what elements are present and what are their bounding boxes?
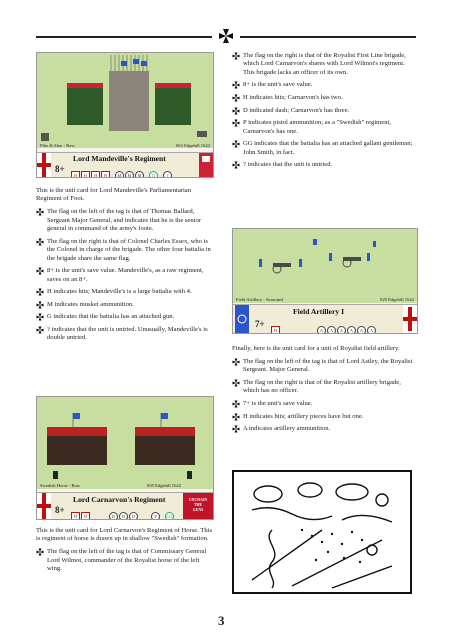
cross-bullet-icon — [36, 301, 44, 309]
card-save-value: 8+ — [55, 505, 65, 515]
cross-bullet-icon — [36, 548, 44, 556]
pistol-token: P — [151, 512, 160, 520]
bullet-item — [232, 379, 416, 396]
header-rule-right — [240, 36, 416, 38]
ammo-token: A — [337, 326, 346, 334]
hit-token: H — [91, 171, 100, 178]
bullet-item — [36, 301, 214, 309]
card-code: 005 Edgehill 1642 — [147, 483, 181, 488]
bullet-text: 7+ is the unit's save value. — [243, 400, 313, 407]
flag-left-icon — [37, 153, 51, 177]
bullet-item — [232, 161, 416, 169]
bullet-item — [36, 313, 214, 321]
dash-token: D — [129, 512, 138, 520]
cross-bullet-icon — [36, 267, 44, 275]
bullet-text: 8+ is the unit's save value. — [243, 81, 313, 89]
cross-bullet-icon — [232, 358, 240, 366]
horse-illustration — [37, 397, 213, 489]
bullet-item — [232, 52, 416, 77]
bullet-text: The flag on the right is that of the Royalist artillery brigade, which has no officer. — [243, 379, 401, 395]
battalia-illustration — [37, 53, 213, 148]
bullet-text: D indicated dash; Carnarvon's has three. — [243, 106, 350, 114]
cross-bullet-icon — [232, 161, 240, 169]
carnarvon-intro: This is the unit card for Lord Carnarvon's Regiment of Horse. This is regiment of horse is drawn up in shallow "Swedish" formation. — [36, 527, 213, 543]
ammo-token: A — [317, 326, 326, 334]
left-column-top — [36, 187, 214, 347]
bullet-item — [232, 413, 416, 421]
ammo-token: A — [367, 326, 376, 334]
card-unit-name: Lord Carnarvon's Regiment — [73, 495, 166, 504]
cross-bullet-icon — [36, 313, 44, 321]
bullet-text: The flag on the right is that of the Royalist First Line brigade, which Lord Carnarvon's shares with Lord Wilmot's regiment. This brigade lacks an officer of its own. — [243, 52, 406, 76]
cross-bullet-icon — [232, 425, 240, 433]
bullet-item — [232, 119, 416, 136]
bullet-text: The flag on the left of the tag is that of Thomas Ballard, Sergeant Major General, and indicates that he is the senior general in command of the army's foote. — [47, 208, 202, 233]
page-number: 3 — [218, 613, 225, 628]
ammo-token: M — [115, 171, 124, 178]
card-tag-bar — [37, 152, 213, 177]
bullet-item — [232, 107, 416, 115]
cross-bullet-icon — [232, 140, 240, 148]
hit-token: H — [81, 512, 90, 520]
card-tokens — [271, 321, 377, 334]
bullet-text: ? indicates that the unit is untried. — [243, 161, 333, 169]
bullet-text: H indicates hits; Carnarvon's has two. — [243, 94, 343, 101]
ammo-token: M — [125, 171, 134, 178]
bullet-text: P indicates pistol ammunition; as a "Swedish" regiment, Carnarvon's has one. — [243, 119, 391, 135]
artillery-illustration — [233, 229, 417, 303]
bullet-text: A indicates artillery ammunition. — [243, 425, 331, 433]
unit-card-mandeville — [36, 52, 214, 178]
card-type-label: Swedish Horse - Raw — [40, 483, 80, 488]
bullet-item — [232, 425, 416, 433]
bullet-item — [36, 267, 214, 284]
flag-right-icon — [403, 305, 417, 333]
cross-bullet-icon — [232, 119, 240, 127]
cross-bullet-icon — [232, 400, 240, 408]
gallant-gentleman-token: GG — [166, 513, 173, 519]
card-code: 029 Edgehill 1642 — [380, 297, 414, 302]
right-column-bottom — [232, 345, 416, 438]
gallant-gentleman-tag: UNCHAIN THE GUNS — [183, 493, 213, 519]
bullet-item — [232, 358, 416, 375]
bullet-item — [232, 94, 416, 102]
cross-bullet-icon — [232, 413, 240, 421]
card-unit-name: Field Artillery I — [293, 307, 345, 316]
bullet-text: 8+ is the unit's save value. Mandeville's, as a raw regiment, saves on an 8+. — [47, 267, 204, 283]
card-tag-bar — [233, 304, 417, 333]
hit-token: H — [71, 171, 80, 178]
flag-left-icon — [233, 305, 251, 333]
bullet-text: ? indicates that the unit is untried. Unusually, Mandeville's is double untried. — [47, 326, 208, 342]
bullet-text: The flag on the left of the tag is that of Lord Astley, the Royalist Sergeant. Major General. — [243, 358, 413, 374]
bullet-text: The flag on the right is that of Colonel Charles Essex, who is the Colonel in charge of the brigade. The other four battalia in the brigade share the same flag. — [47, 237, 211, 262]
card-save-value: 8+ — [55, 164, 65, 174]
ammo-token: M — [135, 171, 144, 178]
cross-bullet-icon — [232, 94, 240, 102]
hit-token: H — [81, 171, 90, 178]
cross-bullet-icon — [36, 208, 44, 216]
right-column-top — [232, 52, 416, 174]
flag-right-icon — [199, 153, 213, 177]
flag-left-icon — [37, 493, 51, 519]
cross-bullet-icon — [232, 81, 240, 89]
unit-card-artillery — [232, 228, 418, 334]
cross-bullet-icon — [232, 52, 240, 60]
card-tokens — [71, 507, 175, 520]
bullet-item — [36, 208, 214, 233]
bullet-text: H indicates hits; artillery pieces have but one. — [243, 412, 364, 420]
bullet-text: G indicates that the battalia has an attached gun. — [47, 313, 175, 321]
cross-pattee-icon — [218, 28, 234, 44]
bullet-item — [36, 238, 214, 263]
bullet-item — [232, 400, 416, 408]
cross-bullet-icon — [36, 326, 44, 334]
card-tokens — [71, 166, 173, 178]
bullet-text: GG indicates that the battalia has an attached gallant gentleman; John Smith, in fact. — [243, 140, 413, 156]
bullet-item — [36, 326, 214, 343]
unit-card-carnarvon — [36, 396, 214, 520]
woodcut-illustration — [232, 470, 412, 594]
ammo-token: A — [327, 326, 336, 334]
dash-token: D — [119, 512, 128, 520]
header-rule-left — [36, 36, 212, 38]
cross-bullet-icon — [232, 379, 240, 387]
cross-bullet-icon — [232, 107, 240, 115]
bullet-text: H indicates hits; Mandeville's is a large battalia with 4. — [47, 288, 192, 296]
cross-bullet-icon — [36, 238, 44, 246]
artillery-intro: Finally, here is the unit card for a unit of Royalist field artillery. — [232, 345, 400, 352]
left-column-bottom — [36, 527, 214, 578]
mandeville-intro: This is the unit card for Lord Mandeville's Parliamentarian Regiment of Foot. — [36, 187, 191, 203]
card-type-label: Pike & Shot - Raw — [40, 143, 75, 148]
hit-token: H — [71, 512, 80, 520]
card-tag-bar — [37, 492, 213, 519]
card-unit-name: Lord Mandeville's Regiment — [73, 154, 166, 163]
dash-token: D — [109, 512, 118, 520]
bullet-text: The flag on the left of the tag is that of Commissary General Lord Wilmot, commander of the Royalist horse of the left wing. — [47, 548, 207, 573]
card-code: 063 Edgehill 1642 — [176, 143, 210, 148]
card-save-value: 7+ — [255, 319, 265, 329]
bullet-item — [232, 81, 416, 89]
bullet-item — [232, 140, 416, 157]
bullet-text: M indicates musket ammunition. — [47, 300, 134, 308]
hit-token: H — [271, 326, 280, 334]
hit-token: H — [101, 171, 110, 178]
ammo-token: A — [357, 326, 366, 334]
untried-token: ? — [163, 171, 172, 178]
cross-bullet-icon — [36, 288, 44, 296]
gun-token: G — [149, 171, 158, 178]
ammo-token: A — [347, 326, 356, 334]
bullet-item — [36, 288, 214, 296]
bullet-item — [36, 548, 214, 573]
card-type-label: Field Artillery - Seasoned — [236, 297, 284, 302]
